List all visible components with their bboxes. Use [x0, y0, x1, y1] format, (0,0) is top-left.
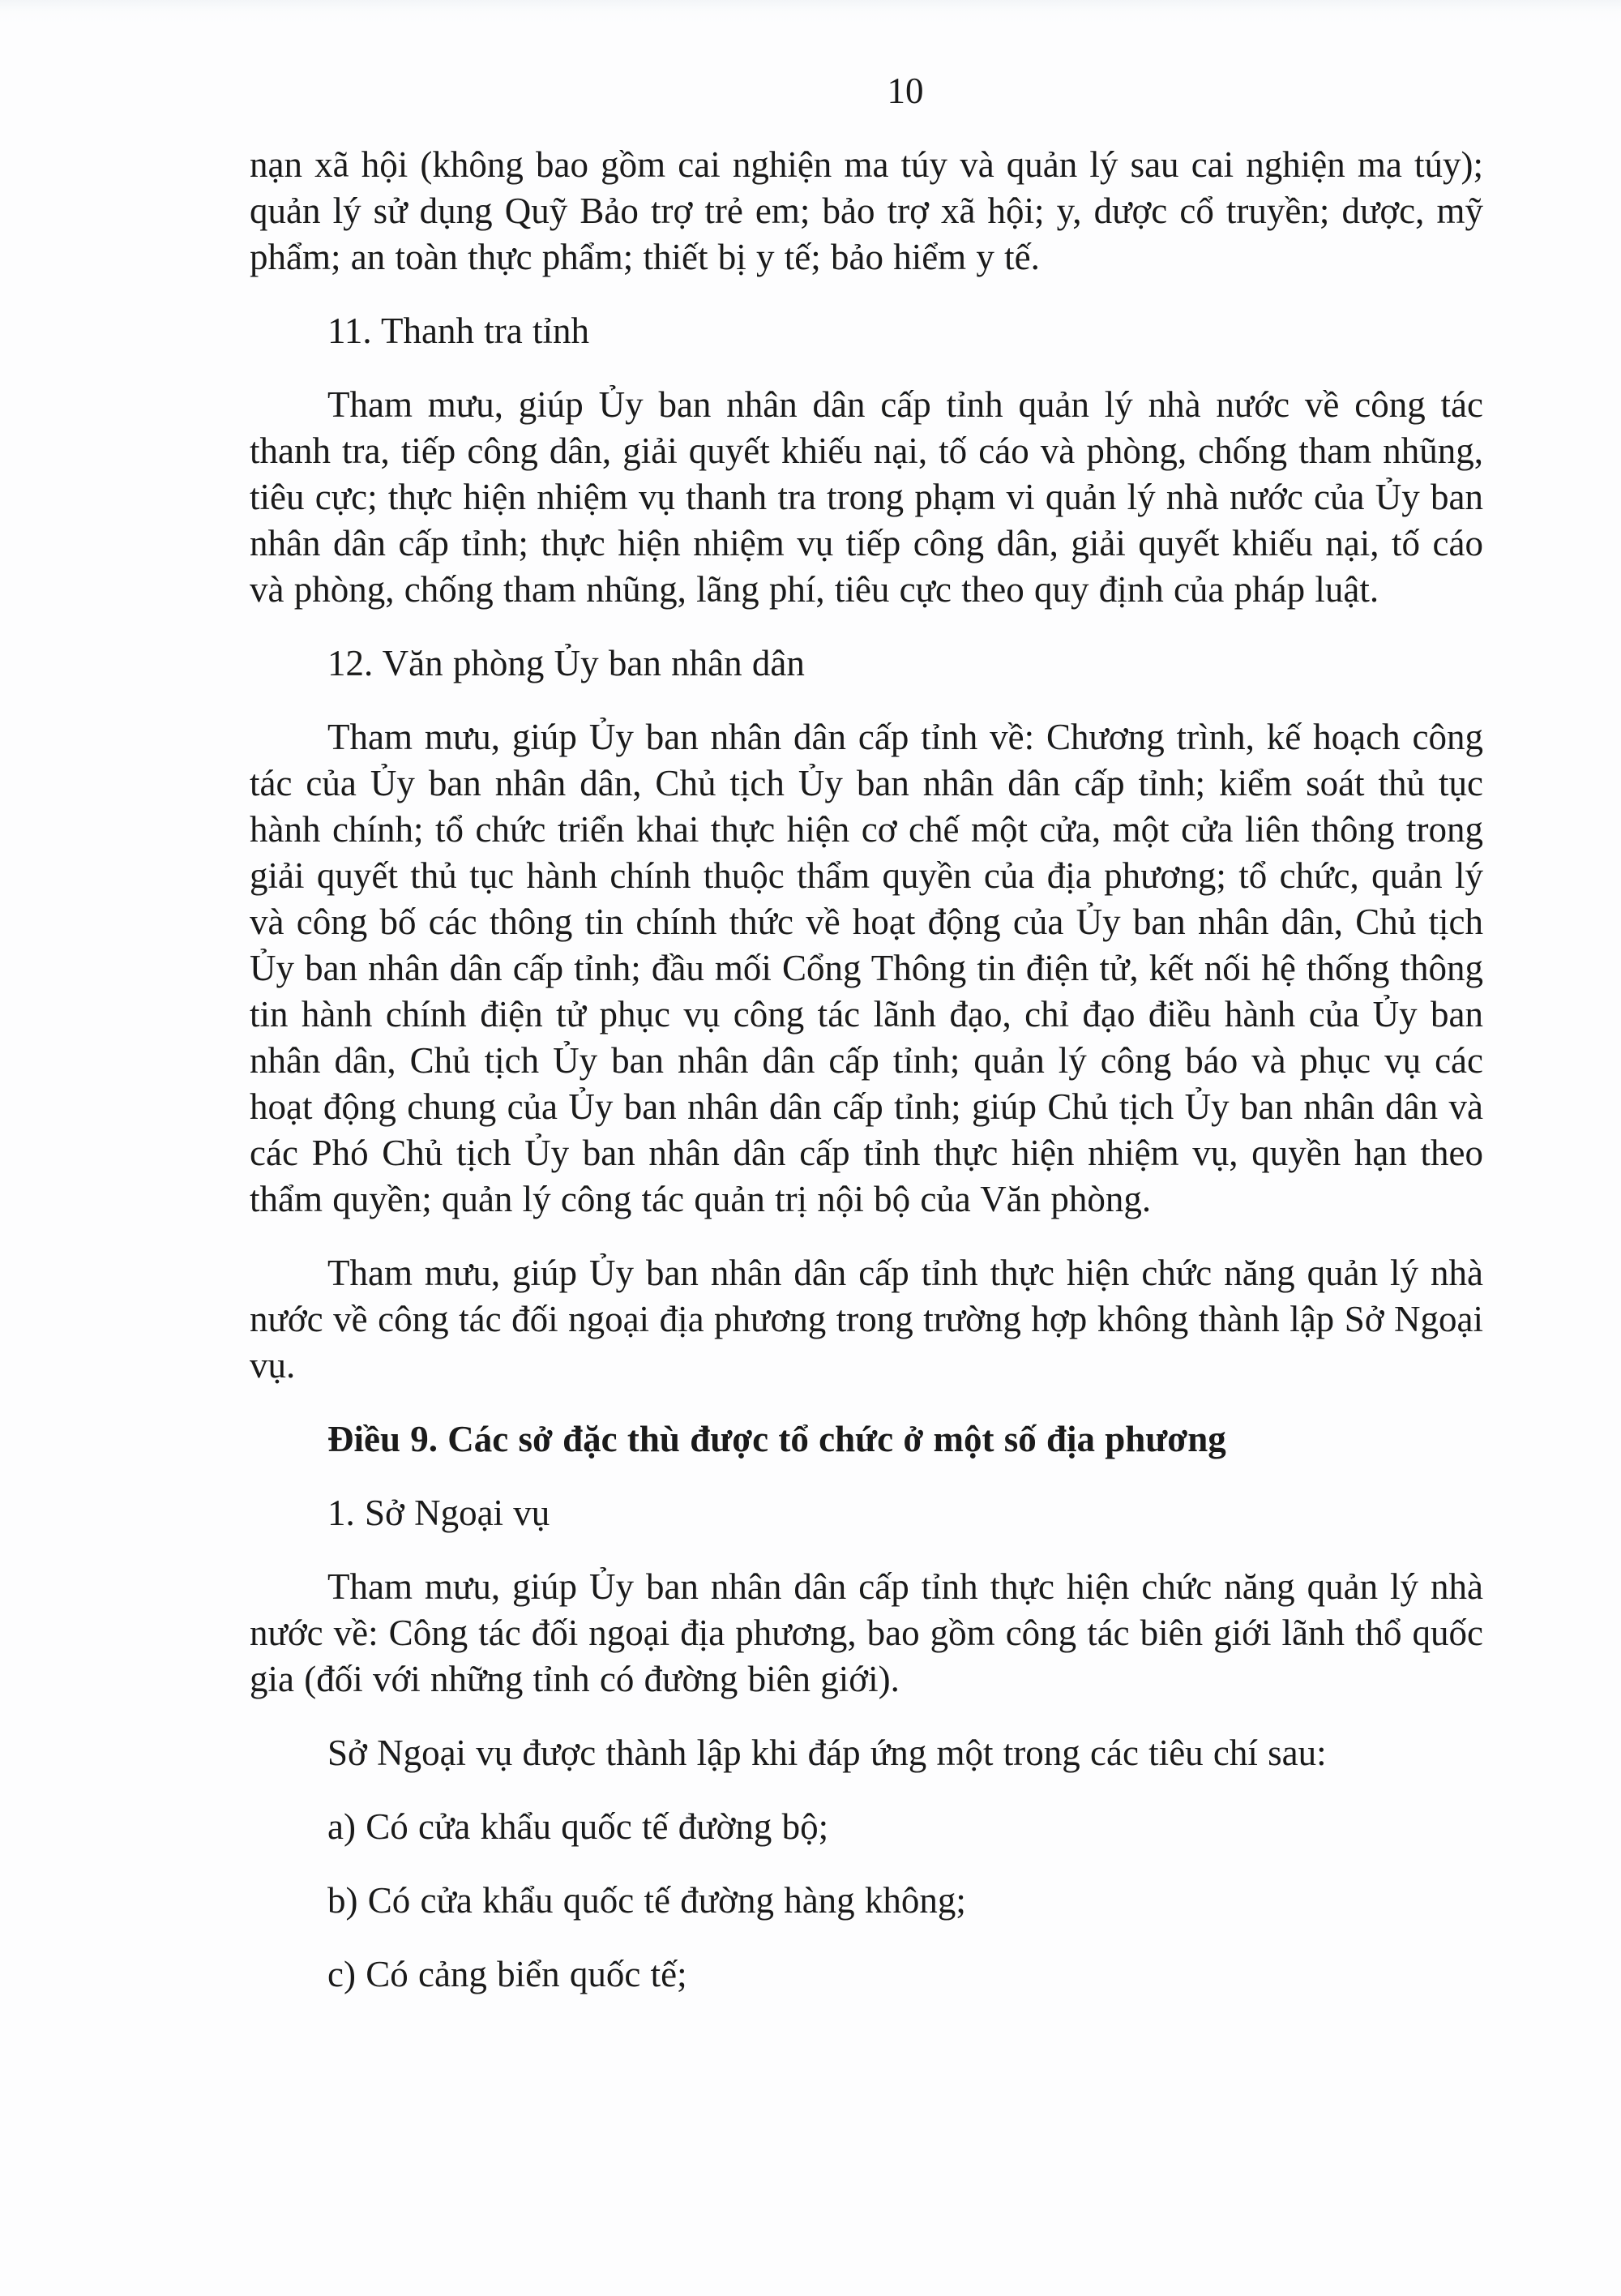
section-12-paragraph-1: Tham mưu, giúp Ủy ban nhân dân cấp tỉnh về: Chương trình, kế hoạch công tác của Ủy ban nhân dân, Chủ tịch Ủy ban nhân dân cấp tỉnh; kiểm soát thủ tục hành chính; tổ chức triển khai thực hiện cơ chế một cửa, một cửa liên thông trong giải quyết thủ tục hành chính thuộc thẩm quyền của địa phương; tổ chức, quản lý và công bố các thông tin chính thức về hoạt động của Ủy ban nhân dân, Chủ tịch Ủy ban nhân dân cấp tỉnh; đầu mối Cổng Thông tin điện tử, kết nối hệ thống thông tin hành chính điện tử phục vụ công tác lãnh đạo, chỉ đạo điều hành của Ủy ban nhân dân, Chủ tịch Ủy ban nhân dân cấp tỉnh; quản lý công báo và phục vụ các hoạt động chung của Ủy ban nhân dân cấp tỉnh; giúp Chủ tịch Ủy ban nhân dân và các Phó Chủ tịch Ủy ban nhân dân cấp tỉnh thực hiện nhiệm vụ, quyền hạn theo thẩm quyền; quản lý công tác quản trị nội bộ của Văn phòng. [250, 717, 1483, 1219]
article-9-item-1-paragraph: Tham mưu, giúp Ủy ban nhân dân cấp tỉnh thực hiện chức năng quản lý nhà nước về: Công tác đối ngoại địa phương, bao gồm công tác biên giới lãnh thổ quốc gia (đối với những tỉnh có đường biên giới). [250, 1566, 1483, 1699]
criterion-a: a) Có cửa khẩu quốc tế đường bộ; [327, 1806, 829, 1847]
article-9-heading: Điều 9. Các sở đặc thù được tổ chức ở một số địa phương [327, 1419, 1226, 1459]
criterion-b: b) Có cửa khẩu quốc tế đường hàng không; [327, 1880, 966, 1921]
section-12-paragraph-2: Tham mưu, giúp Ủy ban nhân dân cấp tỉnh thực hiện chức năng quản lý nhà nước về công tác đối ngoại địa phương trong trường hợp không thành lập Sở Ngoại vụ. [250, 1253, 1483, 1386]
text-column [250, 68, 1483, 1998]
section-12-heading: 12. Văn phòng Ủy ban nhân dân [327, 643, 805, 683]
page-number: 10 [887, 71, 924, 111]
criteria-intro-paragraph: Sở Ngoại vụ được thành lập khi đáp ứng một trong các tiêu chí sau: [327, 1733, 1327, 1773]
section-11-paragraph: Tham mưu, giúp Ủy ban nhân dân cấp tỉnh quản lý nhà nước về công tác thanh tra, tiếp công dân, giải quyết khiếu nại, tố cáo và phòng, chống tham nhũng, tiêu cực; thực hiện nhiệm vụ thanh tra trong phạm vi quản lý nhà nước của Ủy ban nhân dân cấp tỉnh; thực hiện nhiệm vụ tiếp công dân, giải quyết khiếu nại, tố cáo và phòng, chống tham nhũng, lãng phí, tiêu cực theo quy định của pháp luật. [250, 384, 1483, 610]
criterion-c: c) Có cảng biển quốc tế; [327, 1954, 687, 1994]
continuation-paragraph: nạn xã hội (không bao gồm cai nghiện ma túy và quản lý sau cai nghiện ma túy); quản lý sử dụng Quỹ Bảo trợ trẻ em; bảo trợ xã hội; y, dược cổ truyền; dược, mỹ phẩm; an toàn thực phẩm; thiết bị y tế; bảo hiểm y tế. [250, 144, 1483, 277]
article-9-item-1-heading: 1. Sở Ngoại vụ [327, 1493, 550, 1533]
section-11-heading: 11. Thanh tra tỉnh [327, 311, 589, 351]
